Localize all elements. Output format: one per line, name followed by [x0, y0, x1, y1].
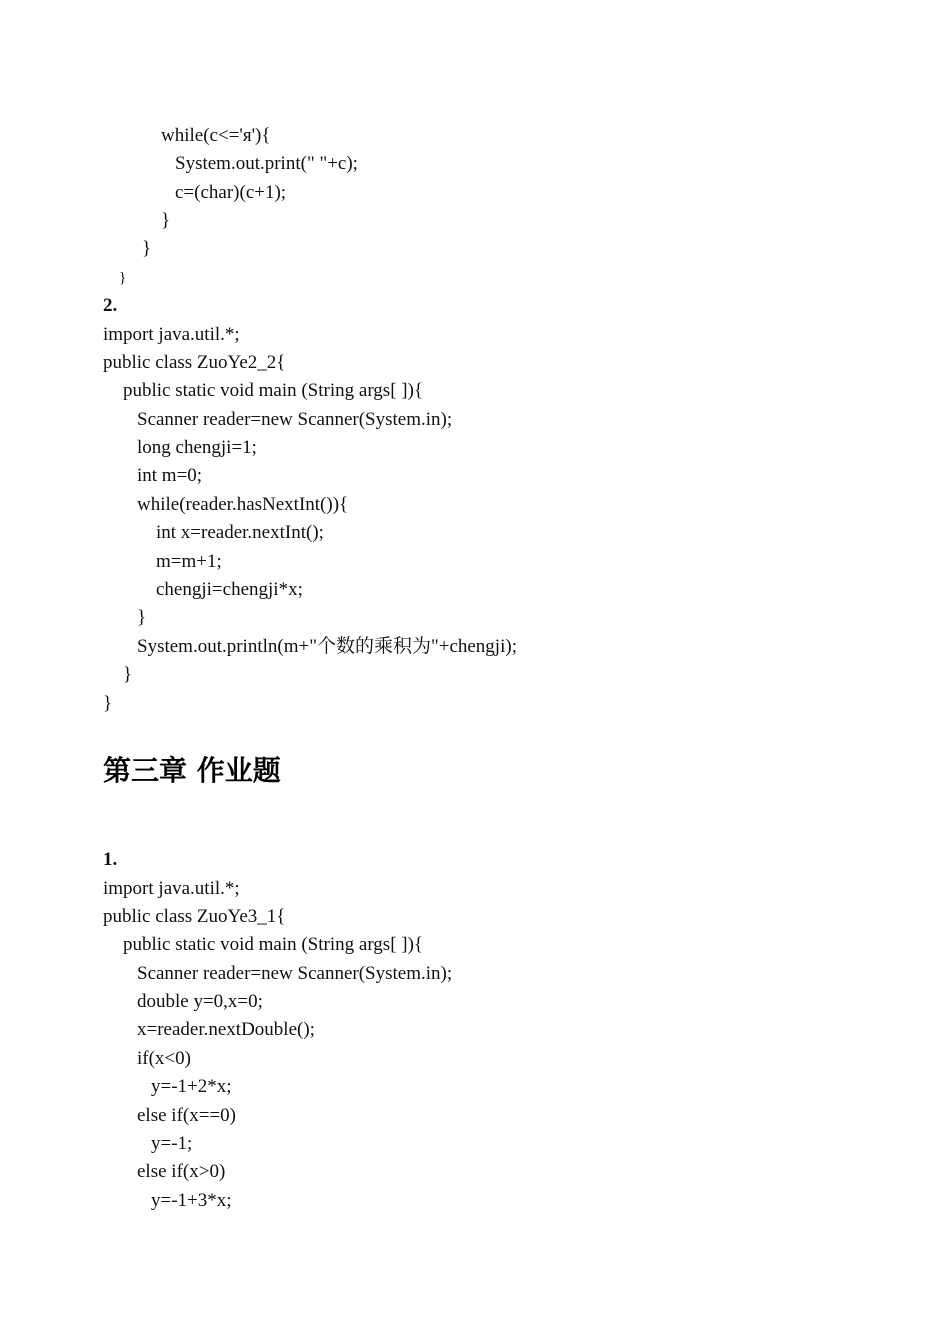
code-line: double y=0,x=0; [137, 991, 263, 1012]
code-line: while(reader.hasNextInt()){ [137, 494, 349, 515]
code-line: import java.util.*; [103, 324, 240, 345]
code-line: y=-1+3*x; [151, 1190, 232, 1211]
code-line: public static void main (String args[ ]){ [123, 380, 424, 401]
code-line: import java.util.*; [103, 878, 240, 899]
code-line: } [119, 270, 127, 286]
exercise-number: 1. [103, 849, 118, 870]
code-line: public static void main (String args[ ]){ [123, 934, 424, 955]
code-line: else if(x==0) [137, 1105, 236, 1126]
code-line: System.out.print(" "+c); [175, 153, 358, 174]
code-line: public class ZuoYe2_2{ [103, 352, 286, 373]
code-line: } [137, 607, 147, 628]
exercise-number: 2. [103, 295, 118, 316]
code-line: while(c<='я'){ [161, 125, 271, 146]
code-line: else if(x>0) [137, 1161, 226, 1182]
code-line: Scanner reader=new Scanner(System.in); [137, 409, 453, 430]
code-line: } [142, 238, 152, 259]
code-line: y=-1; [151, 1133, 193, 1154]
code-line: public class ZuoYe3_1{ [103, 906, 286, 927]
code-line: chengji=chengji*x; [156, 579, 303, 600]
code-line: m=m+1; [156, 551, 222, 572]
code-line: int m=0; [137, 465, 203, 486]
chapter-heading: 第三章 作业题 [103, 754, 281, 787]
code-line: long chengji=1; [137, 437, 257, 458]
code-line: y=-1+2*x; [151, 1076, 232, 1097]
code-line: } [103, 693, 113, 714]
code-line: int x=reader.nextInt(); [156, 522, 324, 543]
code-line: Scanner reader=new Scanner(System.in); [137, 963, 453, 984]
code-line: if(x<0) [137, 1048, 191, 1069]
code-line: } [123, 664, 133, 685]
code-line: System.out.println(m+"个数的乘积为"+chengji); [137, 636, 517, 657]
code-line: c=(char)(c+1); [175, 182, 287, 203]
code-line: x=reader.nextDouble(); [137, 1019, 315, 1040]
code-line: } [161, 210, 171, 231]
